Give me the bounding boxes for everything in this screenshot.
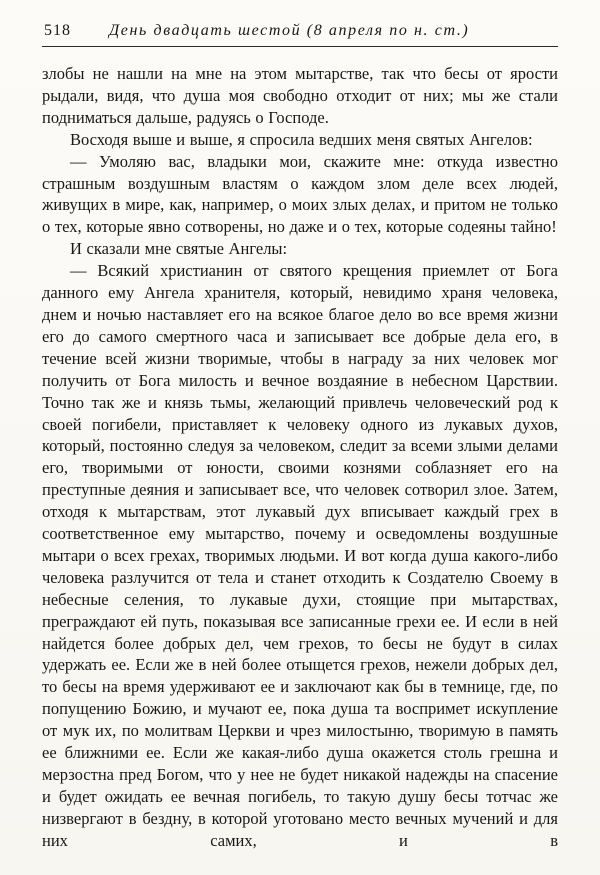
paragraph: — Умоляю вас, владыки мои, скажите мне: откуда известно страшным воздушным властям о каждом злом деле всех людей, живущих в мире, как, например, о моих злых делах, и притом не только о тех, которые явно сотворены, но даже и о тех, которые содеяны тайно! [42,151,558,237]
page-body [42,63,558,852]
running-title: День двадцать шестой (8 апреля по н. ст.) [109,22,470,39]
page-number: 518 [44,22,71,39]
paragraph: — Всякий христианин от святого крещения приемлет от Бога данного ему Ангела хранителя, который, невидимо храня человека, днем и ночью наставляет его на всякое благое дело во все время жизни его до самого смертного часа и записывает все добрые дела его, в течение всей жизни творимые, чтобы в награду за них человек мог получить от Бога милость и вечное воздаяние в небесном Царствии. Точно так же и князь тьмы, желающий привлечь человеческий род к своей погибели, приставляет к человеку одного из лукавых духов, который, постоянно следуя за человеком, следит за всеми злыми делами его, творимыми от юности, своими кознями соблазняет его на преступные деяния и записывает все, что человек сотворил злое. Затем, отходя к мытарствам, этот лукавый дух вписывает каждый грех в соответственное ему мытарство, почему и осведомлены воздушные мытари о всех грехах, творимых людьми. И вот когда душа какого-либо человека разлучится от тела и станет отходить к Создателю Своему в небесные селения, то лукавые духи, стоящие при мытарствах, преграждают ей путь, показывая все записанные грехи ее. И если в ней найдется более добрых дел, чем грехов, то бесы не будут в силах удержать ее. Если же в ней более отыщется грехов, нежели добрых дел, то бесы на время удерживают ее и заключают как бы в темнице, где, по попущению Божию, и мучают ее, пока душа та воспримет искупление от мук их, по молитвам Церкви и чрез милостыню, творимую в память ее ближними ее. Если же какая-либо душа окажется столь грешна и мерзостна пред Богом, что у нее не будет никакой надежды на спасение и будет ожидать ее вечная погибель, то такую душу бесы тотчас же низвергают в бездну, в которой уготовано место вечных мучений и для них самих, и в [42,261,558,850]
paragraph: злобы не нашли на мне на этом мытарстве, так что бесы от ярости рыдали, видя, что душа моя свободно отходит от них; мы же стали подниматься дальше, радуясь о Господе. [42,64,558,127]
paragraph: Восходя выше и выше, я спросила ведших меня святых Ангелов: [70,129,533,149]
running-head [42,22,558,46]
header-rule [42,46,558,47]
paragraph: И сказали мне святые Ангелы: [70,239,288,259]
